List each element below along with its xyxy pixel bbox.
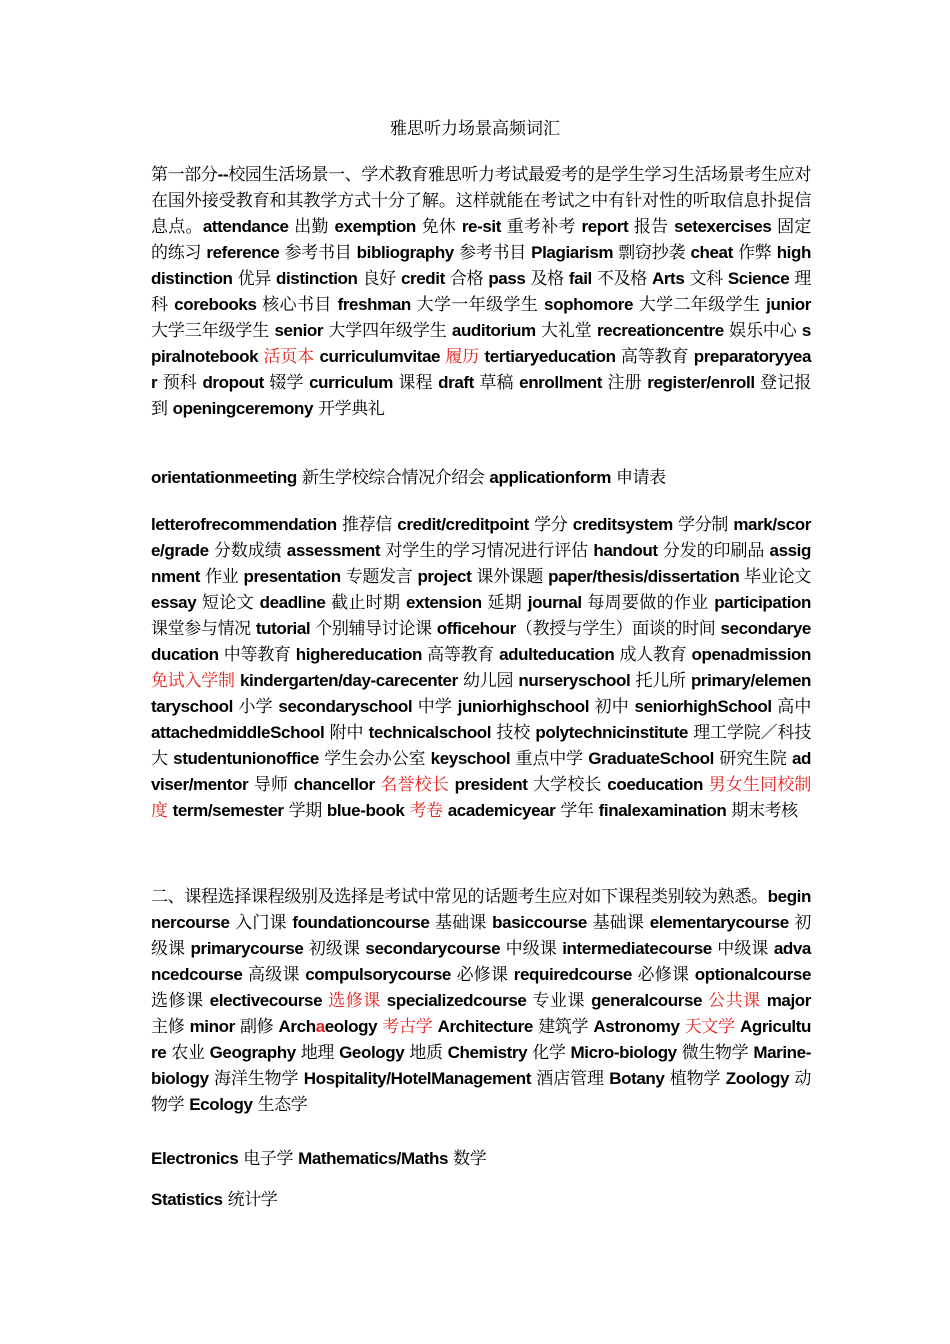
term-chinese: 延期 <box>481 593 528 613</box>
term-english: register/enroll <box>647 373 755 392</box>
term-english: officehour <box>436 619 516 638</box>
term-chinese: 课程 <box>392 373 439 393</box>
term-chinese: 短论文 <box>196 593 260 613</box>
term-english: journal <box>527 593 582 612</box>
term-chinese: 个别辅导讨论课 <box>310 619 437 639</box>
term-chinese: 优异 <box>232 269 276 289</box>
term-chinese: 选修课 <box>322 991 387 1011</box>
term-chinese: 成人教育 <box>614 645 692 665</box>
term-chinese: 研究生院 <box>713 749 792 769</box>
term-chinese: 公共课 <box>702 991 767 1011</box>
term-chinese: 对学生的学习情况进行评估 <box>380 541 594 561</box>
term-english: Botany <box>609 1069 665 1088</box>
term-english: openingceremony <box>172 399 314 418</box>
term-chinese: 植物学 <box>664 1069 726 1089</box>
term-english: senior <box>274 321 324 340</box>
term-english: Chemistry <box>447 1043 528 1062</box>
term-english: junior <box>766 295 811 314</box>
term-english: project <box>417 567 472 586</box>
term-english: preparatoryyear <box>151 347 811 392</box>
term-english: technicalschool <box>368 723 492 742</box>
term-chinese: 草稿 <box>473 373 520 393</box>
term-chinese: 基础课 <box>429 913 493 933</box>
term-chinese: 主修 <box>151 1017 190 1037</box>
term-english: setexercises <box>674 217 772 236</box>
term-chinese: 高等教育 <box>421 645 500 665</box>
term-chinese: 专题发言 <box>340 567 418 587</box>
term-chinese: 毕业论文 <box>739 567 811 587</box>
term-chinese: 初级课 <box>151 913 812 959</box>
term-chinese: 活页本 <box>258 347 320 367</box>
term-chinese: 入门课 <box>229 913 293 933</box>
term-english: spiralnotebook <box>151 321 811 366</box>
term-english: minor <box>189 1017 235 1036</box>
term-english: Statistics <box>151 1190 223 1209</box>
term-english: adulteducation <box>499 645 615 664</box>
term-chinese: 地质 <box>404 1043 448 1063</box>
term-english: Astronomy <box>593 1017 680 1036</box>
paragraph-statistics <box>151 1187 811 1213</box>
term-english: deadline <box>259 593 326 612</box>
term-english: Ecology <box>189 1095 253 1114</box>
term-chinese: 出勤 <box>288 217 335 237</box>
term-english: paper/thesis/dissertation <box>548 567 740 586</box>
term-chinese: 理科 <box>151 269 811 315</box>
term-chinese: 理工学院／科技大 <box>151 723 811 769</box>
term-english: recreationcentre <box>596 321 724 340</box>
document-title: 雅思听力场景高频词汇 <box>390 119 560 139</box>
term-english: nurseryschool <box>518 671 631 690</box>
term-chinese: 期末考核 <box>726 801 798 821</box>
term-chinese: 学生会办公室 <box>318 749 431 769</box>
term-chinese: 预科 <box>157 373 203 393</box>
term-chinese: 不及格 <box>591 269 652 289</box>
term-english: compulsorycourse <box>305 965 451 984</box>
term-english: Arts <box>651 269 685 288</box>
term-chinese: 学分 <box>528 515 573 535</box>
term-english: credit <box>400 269 445 288</box>
term-chinese: 技校 <box>491 723 536 743</box>
term-chinese: 每周要做的作业 <box>581 593 715 613</box>
term-chinese: 申请表 <box>610 468 666 488</box>
term-chinese: 开学典礼 <box>313 399 385 419</box>
term-chinese: 统计学 <box>222 1190 278 1210</box>
term-chinese: 作业 <box>200 567 244 587</box>
term-english: extension <box>406 593 482 612</box>
term-chinese: 必修课 <box>631 965 695 985</box>
term-english: eology <box>324 1017 378 1036</box>
term-chinese: 固定的练习 <box>151 217 811 263</box>
term-english: elementarycourse <box>649 913 789 932</box>
paragraph-orientation <box>151 465 811 491</box>
term-chinese: 新生学校综合情况介绍会 <box>296 468 490 488</box>
term-english: fail <box>568 269 592 288</box>
term-english: a <box>315 1017 325 1036</box>
term-chinese: 推荐信 <box>336 515 398 535</box>
term-english: finalexamination <box>598 801 727 820</box>
term-chinese: 登记报到 <box>151 373 811 419</box>
term-chinese: 小学 <box>232 697 279 717</box>
term-english: essay <box>151 593 197 612</box>
term-english: Geography <box>209 1043 296 1062</box>
term-chinese: 二、课程选择课程级别及选择是考试中常见的话题考生应对如下课程类别较为熟悉。 <box>151 887 768 907</box>
term-english: generalcourse <box>591 991 703 1010</box>
term-english: Marine-biology <box>151 1043 811 1088</box>
term-english: exemption <box>334 217 416 236</box>
term-chinese: 大学一年级学生 <box>410 295 545 315</box>
term-english: Geology <box>339 1043 405 1062</box>
term-english: primarycourse <box>190 939 304 958</box>
term-english: requiredcourse <box>513 965 632 984</box>
term-english: president <box>454 775 528 794</box>
term-english: Hospitality/HotelManagement <box>303 1069 531 1088</box>
term-chinese: （教授与学生）面谈的时间 <box>515 619 721 639</box>
term-chinese: 高等教育 <box>615 347 694 367</box>
term-english: attendance <box>202 217 289 236</box>
term-english: highdistinction <box>151 243 811 288</box>
term-chinese: 微生物学 <box>676 1043 754 1063</box>
term-english: cheat <box>690 243 733 262</box>
term-chinese: 分数成绩 <box>208 541 287 561</box>
term-chinese: 中学 <box>412 697 458 717</box>
term-chinese: 中级课 <box>711 939 774 959</box>
term-english: Architecture <box>437 1017 533 1036</box>
term-english: letterofrecommendation <box>151 515 337 534</box>
term-chinese: 托儿所 <box>630 671 691 691</box>
term-english: corebooks <box>174 295 257 314</box>
term-english: coeducation <box>607 775 704 794</box>
term-english: secondaryeducation <box>151 619 811 664</box>
term-chinese: 附中 <box>324 723 369 743</box>
term-english: assignment <box>151 541 811 586</box>
term-english: beginnercourse <box>151 887 811 932</box>
term-english: keyschool <box>430 749 511 768</box>
term-chinese: 高中 <box>771 697 811 717</box>
term-english: -- <box>217 165 229 184</box>
term-english: openadmission <box>691 645 811 664</box>
term-english: Electronics <box>151 1149 239 1168</box>
term-chinese: 生态学 <box>252 1095 308 1115</box>
term-chinese: 剽窃抄袭 <box>613 243 691 263</box>
paragraph-course-selection <box>151 884 811 1118</box>
term-english: academicyear <box>447 801 556 820</box>
term-english: Science <box>727 269 790 288</box>
term-english: Zoology <box>725 1069 790 1088</box>
term-english: report <box>581 217 629 236</box>
term-chinese: 重点中学 <box>510 749 589 769</box>
term-chinese: 导师 <box>248 775 294 795</box>
term-english: studentunionoffice <box>173 749 319 768</box>
term-chinese: 良好 <box>357 269 401 289</box>
term-chinese: 天文学 <box>679 1017 740 1037</box>
term-english: seniorhighSchool <box>634 697 772 716</box>
term-english: chancellor <box>293 775 375 794</box>
term-english: participation <box>714 593 811 612</box>
term-english: basiccourse <box>492 913 587 932</box>
term-english: adviser/mentor <box>151 749 811 794</box>
term-chinese: 合格 <box>444 269 489 289</box>
term-chinese: 大学三年级学生 <box>151 321 275 341</box>
term-english: secondarycourse <box>365 939 501 958</box>
term-chinese: 及格 <box>525 269 569 289</box>
term-chinese: 名誉校长 <box>374 775 455 795</box>
term-english: applicationform <box>489 468 611 487</box>
term-english: term/semester <box>172 801 284 820</box>
term-english: tertiaryeducation <box>484 347 616 366</box>
term-english: Mathematics/Maths <box>298 1149 449 1168</box>
term-chinese: 大学四年级学生 <box>323 321 452 341</box>
term-english: kindergarten/day-carecenter <box>239 671 458 690</box>
term-chinese: 辍学 <box>263 373 310 393</box>
term-chinese: 初级课 <box>303 939 366 959</box>
term-chinese: 电子学 <box>238 1149 299 1169</box>
term-chinese: 中等教育 <box>218 645 296 665</box>
term-chinese: 参考书目 <box>453 243 532 263</box>
term-english: freshman <box>337 295 411 314</box>
term-english: electivecourse <box>209 991 323 1010</box>
term-english: intermediatecourse <box>562 939 712 958</box>
term-english: foundationcourse <box>292 913 430 932</box>
term-english: sophomore <box>544 295 634 314</box>
term-chinese: 娱乐中心 <box>723 321 802 341</box>
term-chinese: 高级课 <box>242 965 306 985</box>
term-chinese: 酒店管理 <box>531 1069 610 1089</box>
term-english: draft <box>438 373 474 392</box>
term-english: orientationmeeting <box>151 468 297 487</box>
term-english: Micro-biology <box>570 1043 677 1062</box>
term-english: Plagiarism <box>531 243 614 262</box>
term-english: highereducation <box>295 645 422 664</box>
term-chinese: 学期 <box>283 801 327 821</box>
term-chinese: 免试入学制 <box>151 671 240 691</box>
term-chinese: 化学 <box>527 1043 571 1063</box>
term-english: curriculumvitae <box>319 347 441 366</box>
term-english: dropout <box>202 373 264 392</box>
term-chinese: 地理 <box>295 1043 340 1063</box>
term-english: handout <box>593 541 658 560</box>
term-chinese: 学年 <box>555 801 599 821</box>
term-chinese: 基础课 <box>587 913 650 933</box>
term-chinese: 免休 <box>415 217 462 237</box>
term-chinese: 专业课 <box>526 991 592 1011</box>
term-chinese: 男女生同校制度 <box>151 775 811 821</box>
term-chinese: 动物学 <box>151 1069 811 1115</box>
term-chinese: 必修课 <box>450 965 514 985</box>
term-english: Arch <box>278 1017 316 1036</box>
term-chinese: 中级课 <box>500 939 563 959</box>
term-chinese: 课堂参与情况 <box>151 619 256 639</box>
term-chinese: 大学校长 <box>527 775 608 795</box>
term-english: enrollment <box>519 373 603 392</box>
term-english: major <box>766 991 811 1010</box>
term-english: tutorial <box>255 619 311 638</box>
term-chinese: 考卷 <box>404 801 448 821</box>
term-english: auditorium <box>451 321 536 340</box>
term-chinese: 履历 <box>440 347 485 367</box>
term-english: pass <box>488 269 526 288</box>
term-chinese: 海洋生物学 <box>208 1069 304 1089</box>
term-chinese: 分发的印刷品 <box>657 541 770 561</box>
term-chinese: 考古学 <box>377 1017 438 1037</box>
term-chinese: 农业 <box>166 1043 210 1063</box>
term-english: credit/creditpoint <box>397 515 529 534</box>
term-chinese: 大礼堂 <box>535 321 597 341</box>
term-english: creditsystem <box>572 515 673 534</box>
term-english: curriculum <box>309 373 393 392</box>
term-chinese: 幼儿园 <box>457 671 519 691</box>
term-english: mark/score/grade <box>151 515 811 560</box>
term-english: specializedcourse <box>386 991 527 1010</box>
term-english: secondaryschool <box>278 697 413 716</box>
term-english: blue-book <box>326 801 405 820</box>
term-english: re-sit <box>461 217 502 236</box>
term-chinese: 注册 <box>602 373 648 393</box>
term-chinese: 作弊 <box>732 243 777 263</box>
term-chinese: 核心书目 <box>256 295 338 315</box>
term-english: bibliography <box>356 243 454 262</box>
term-chinese: 报告 <box>628 217 675 237</box>
term-chinese: 重考补考 <box>501 217 582 237</box>
term-english: attachedmiddleSchool <box>151 723 325 742</box>
term-chinese: 参考书目 <box>279 243 357 263</box>
term-english: assessment <box>286 541 381 560</box>
term-english: juniorhighschool <box>457 697 590 716</box>
term-chinese: 截止时期 <box>325 593 406 613</box>
term-chinese: 数学 <box>448 1149 487 1169</box>
term-english: GraduateSchool <box>588 749 714 768</box>
term-english: primary/elementaryschool <box>151 671 812 716</box>
term-english: distinction <box>275 269 358 288</box>
term-chinese: 学分制 <box>672 515 734 535</box>
term-chinese: 初中 <box>589 697 635 717</box>
term-chinese: 大学二年级学生 <box>633 295 767 315</box>
paragraph-campus-life <box>151 162 811 422</box>
term-chinese: 课外课题 <box>471 567 549 587</box>
term-chinese: 副修 <box>234 1017 279 1037</box>
term-chinese: 第一部分 <box>151 165 218 185</box>
term-chinese: 选修课 <box>151 991 210 1011</box>
term-english: presentation <box>243 567 341 586</box>
term-english: Agriculture <box>151 1017 811 1062</box>
term-chinese: 校园生活场景一、学术教育雅思听力考试最爱考的是学生学习生活场景考生应对在国外接受教育和其教学方式十分了解。这样就能在考试之中有针对性的听取信息扑捉信息点。 <box>151 165 812 237</box>
term-english: optionalcourse <box>694 965 812 984</box>
term-english: reference <box>206 243 280 262</box>
paragraph-academic-terms <box>151 512 811 824</box>
term-chinese: 建筑学 <box>532 1017 594 1037</box>
term-chinese: 文科 <box>684 269 728 289</box>
paragraph-electronics <box>151 1146 811 1172</box>
term-english: polytechnicinstitute <box>535 723 688 742</box>
term-english: advancedcourse <box>151 939 811 984</box>
